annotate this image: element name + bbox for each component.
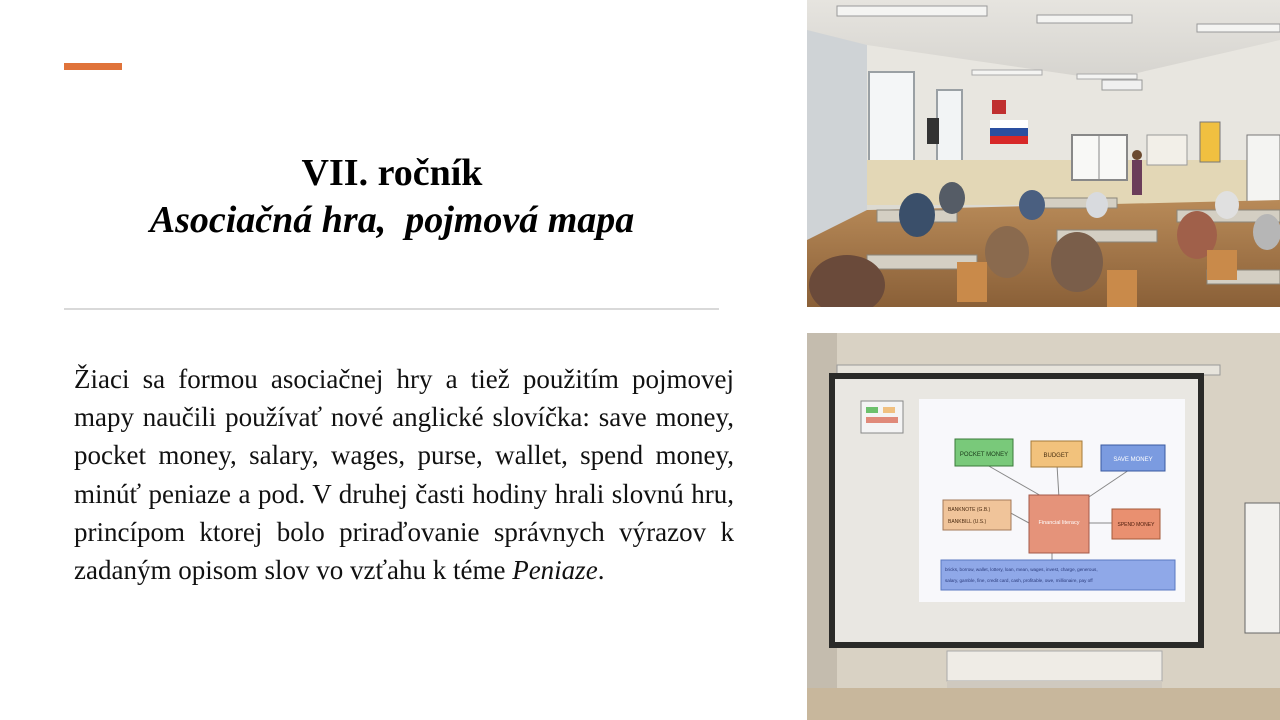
slide-title xyxy=(64,150,720,244)
accent-bar xyxy=(64,63,122,70)
body-text-italic: Peniaze xyxy=(512,555,598,586)
node-save-money: SAVE MONEY xyxy=(1113,457,1153,463)
node-bankbill: BANKBILL (U.S.) xyxy=(948,519,987,525)
title-grade: VII. ročník xyxy=(301,152,483,194)
title-subtitle: Asociačná hra, pojmová mapa xyxy=(149,199,635,241)
classroom-photo-image xyxy=(807,0,1280,307)
body-paragraph xyxy=(74,360,734,589)
projector-screen-photo xyxy=(807,333,1280,720)
node-financial-literacy: Financial literacy xyxy=(1038,520,1080,526)
body-text-main: Žiaci sa formou asociačnej hry a tiež použitím pojmovej mapy naučili používať nové anglické slovíčka: save money, pocket money, salary, wages, purse, wallet, spend money, minúť peniaze a pod. V druhej časti hodiny hrali slovnú hru, princípom ktorej bolo priraďovanie správnych výrazov k zadaným opisom slov vo vzťahu k téme xyxy=(74,364,734,586)
node-banknote: BANKNOTE (G.B.) xyxy=(948,507,991,513)
words-line-1: bricks, borrow, wallet, lottery, loan, mean, wages, invest, charge, generous, xyxy=(945,567,1098,572)
projector-screen-image xyxy=(807,333,1280,720)
title-divider xyxy=(64,308,719,310)
node-spend-money: SPEND MONEY xyxy=(1117,522,1155,528)
classroom-photo xyxy=(807,0,1280,307)
node-pocket-money: POCKET MONEY xyxy=(959,452,1009,458)
node-budget: BUDGET xyxy=(1043,453,1069,459)
body-text-end: . xyxy=(597,555,605,586)
words-line-2: salary, gamble, fine, credit card, cash, profitable, owe, millionaire, pay off xyxy=(945,578,1093,583)
